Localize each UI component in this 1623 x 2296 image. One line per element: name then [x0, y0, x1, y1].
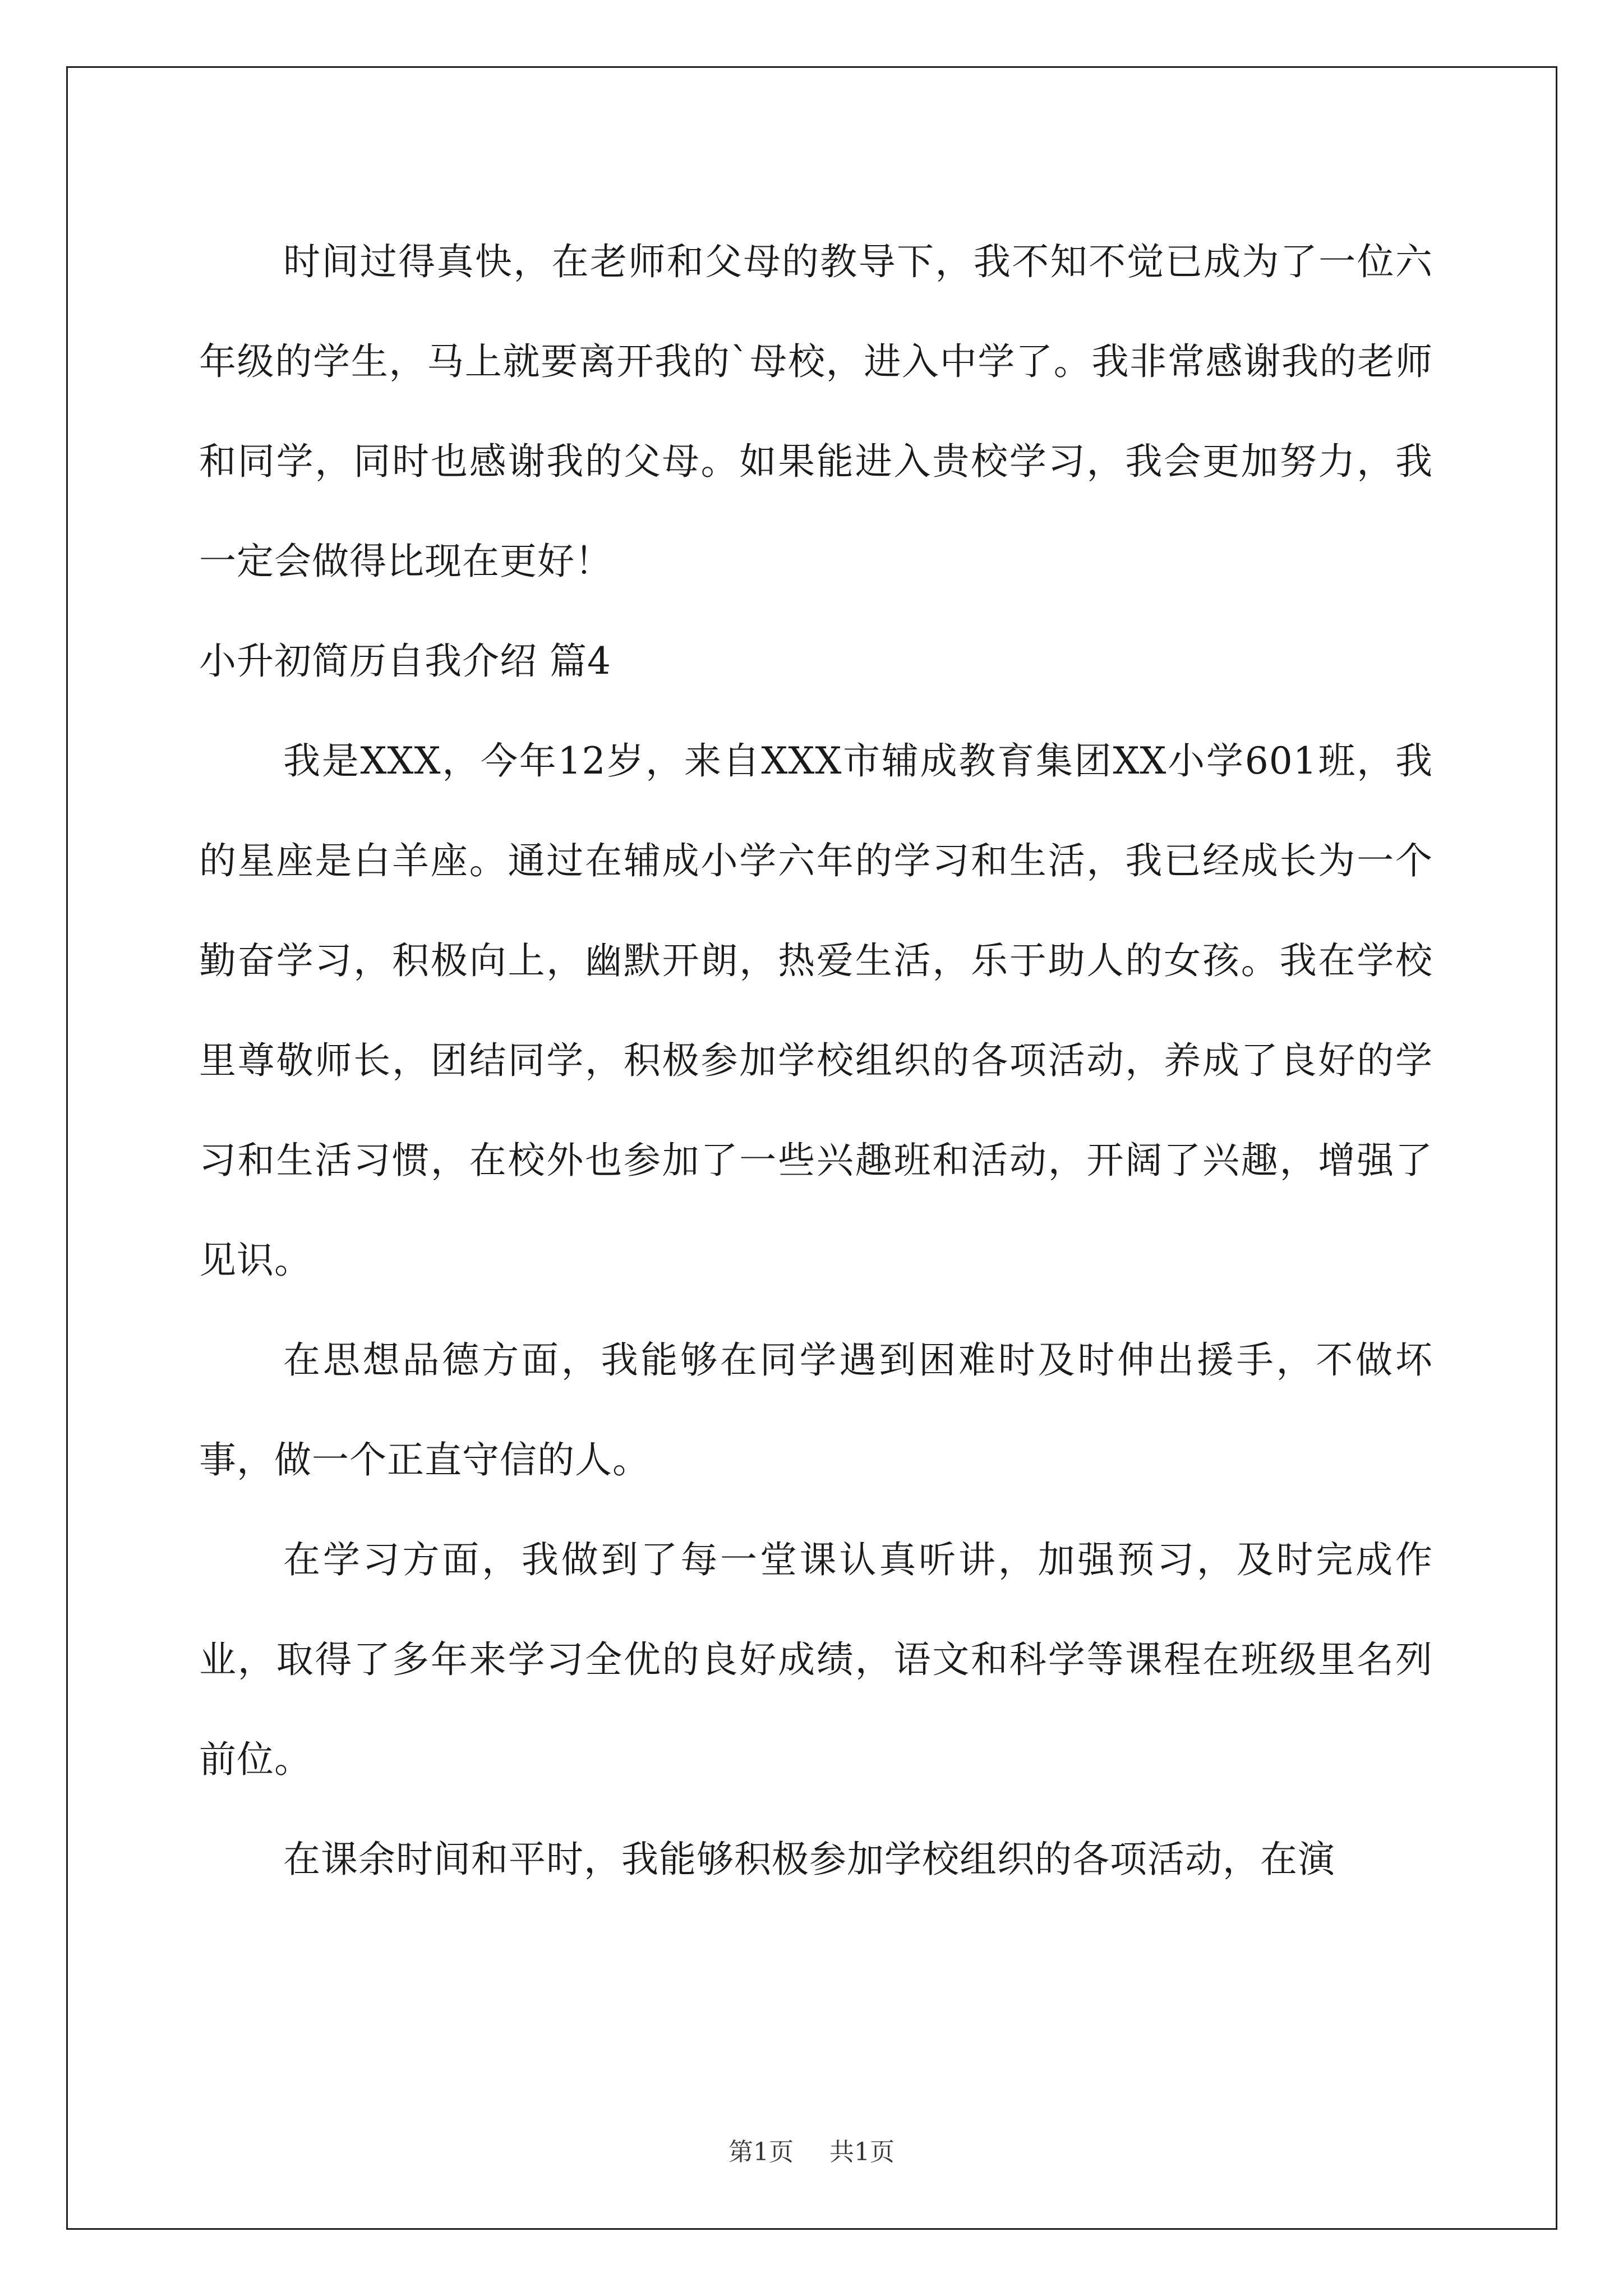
paragraph-self-intro: 我是XXX，今年12岁，来自XXX市辅成教育集团XX小学601班，我的星座是白羊座。通过在辅成小学六年的学习和生活，我已经成长为一个勤奋学习，积极向上，幽默开朗，热爱生活，乐于助人的女孩。我在学校里尊敬师长，团结同学，积极参加学校组织的各项活动，养成了良好的学习和生活习惯，在校外也参加了一些兴趣班和活动，开阔了兴趣，增强了见识。 [199, 739, 1433, 1282]
page-number-total: 共1页 [829, 2138, 895, 2166]
paragraph-intro: 时间过得真快，在老师和父母的教导下，我不知不觉已成为了一位六年级的学生，马上就要离开我的`母校，进入中学了。我非常感谢我的老师和同学，同时也感谢我的父母。如果能进入贵校学习，我会更加努力，我一定会做得比现在更好！ [199, 240, 1433, 583]
section-heading: 小升初简历自我介绍 篇4 [199, 639, 611, 683]
paragraph-morality: 在思想品德方面，我能够在同学遇到困难时及时伸出援手，不做坏事，做一个正直守信的人。 [199, 1338, 1433, 1481]
paragraph-study: 在学习方面，我做到了每一堂课认真听讲，加强预习，及时完成作业，取得了多年来学习全优的良好成绩，语文和科学等课程在班级里名列前位。 [199, 1538, 1433, 1781]
page-number-current: 第1页 [728, 2138, 794, 2166]
document-body [199, 212, 1433, 1910]
paragraph-activities: 在课余时间和平时，我能够积极参加学校组织的各项活动，在演 [283, 1838, 1335, 1881]
page-footer [0, 2132, 1623, 2168]
